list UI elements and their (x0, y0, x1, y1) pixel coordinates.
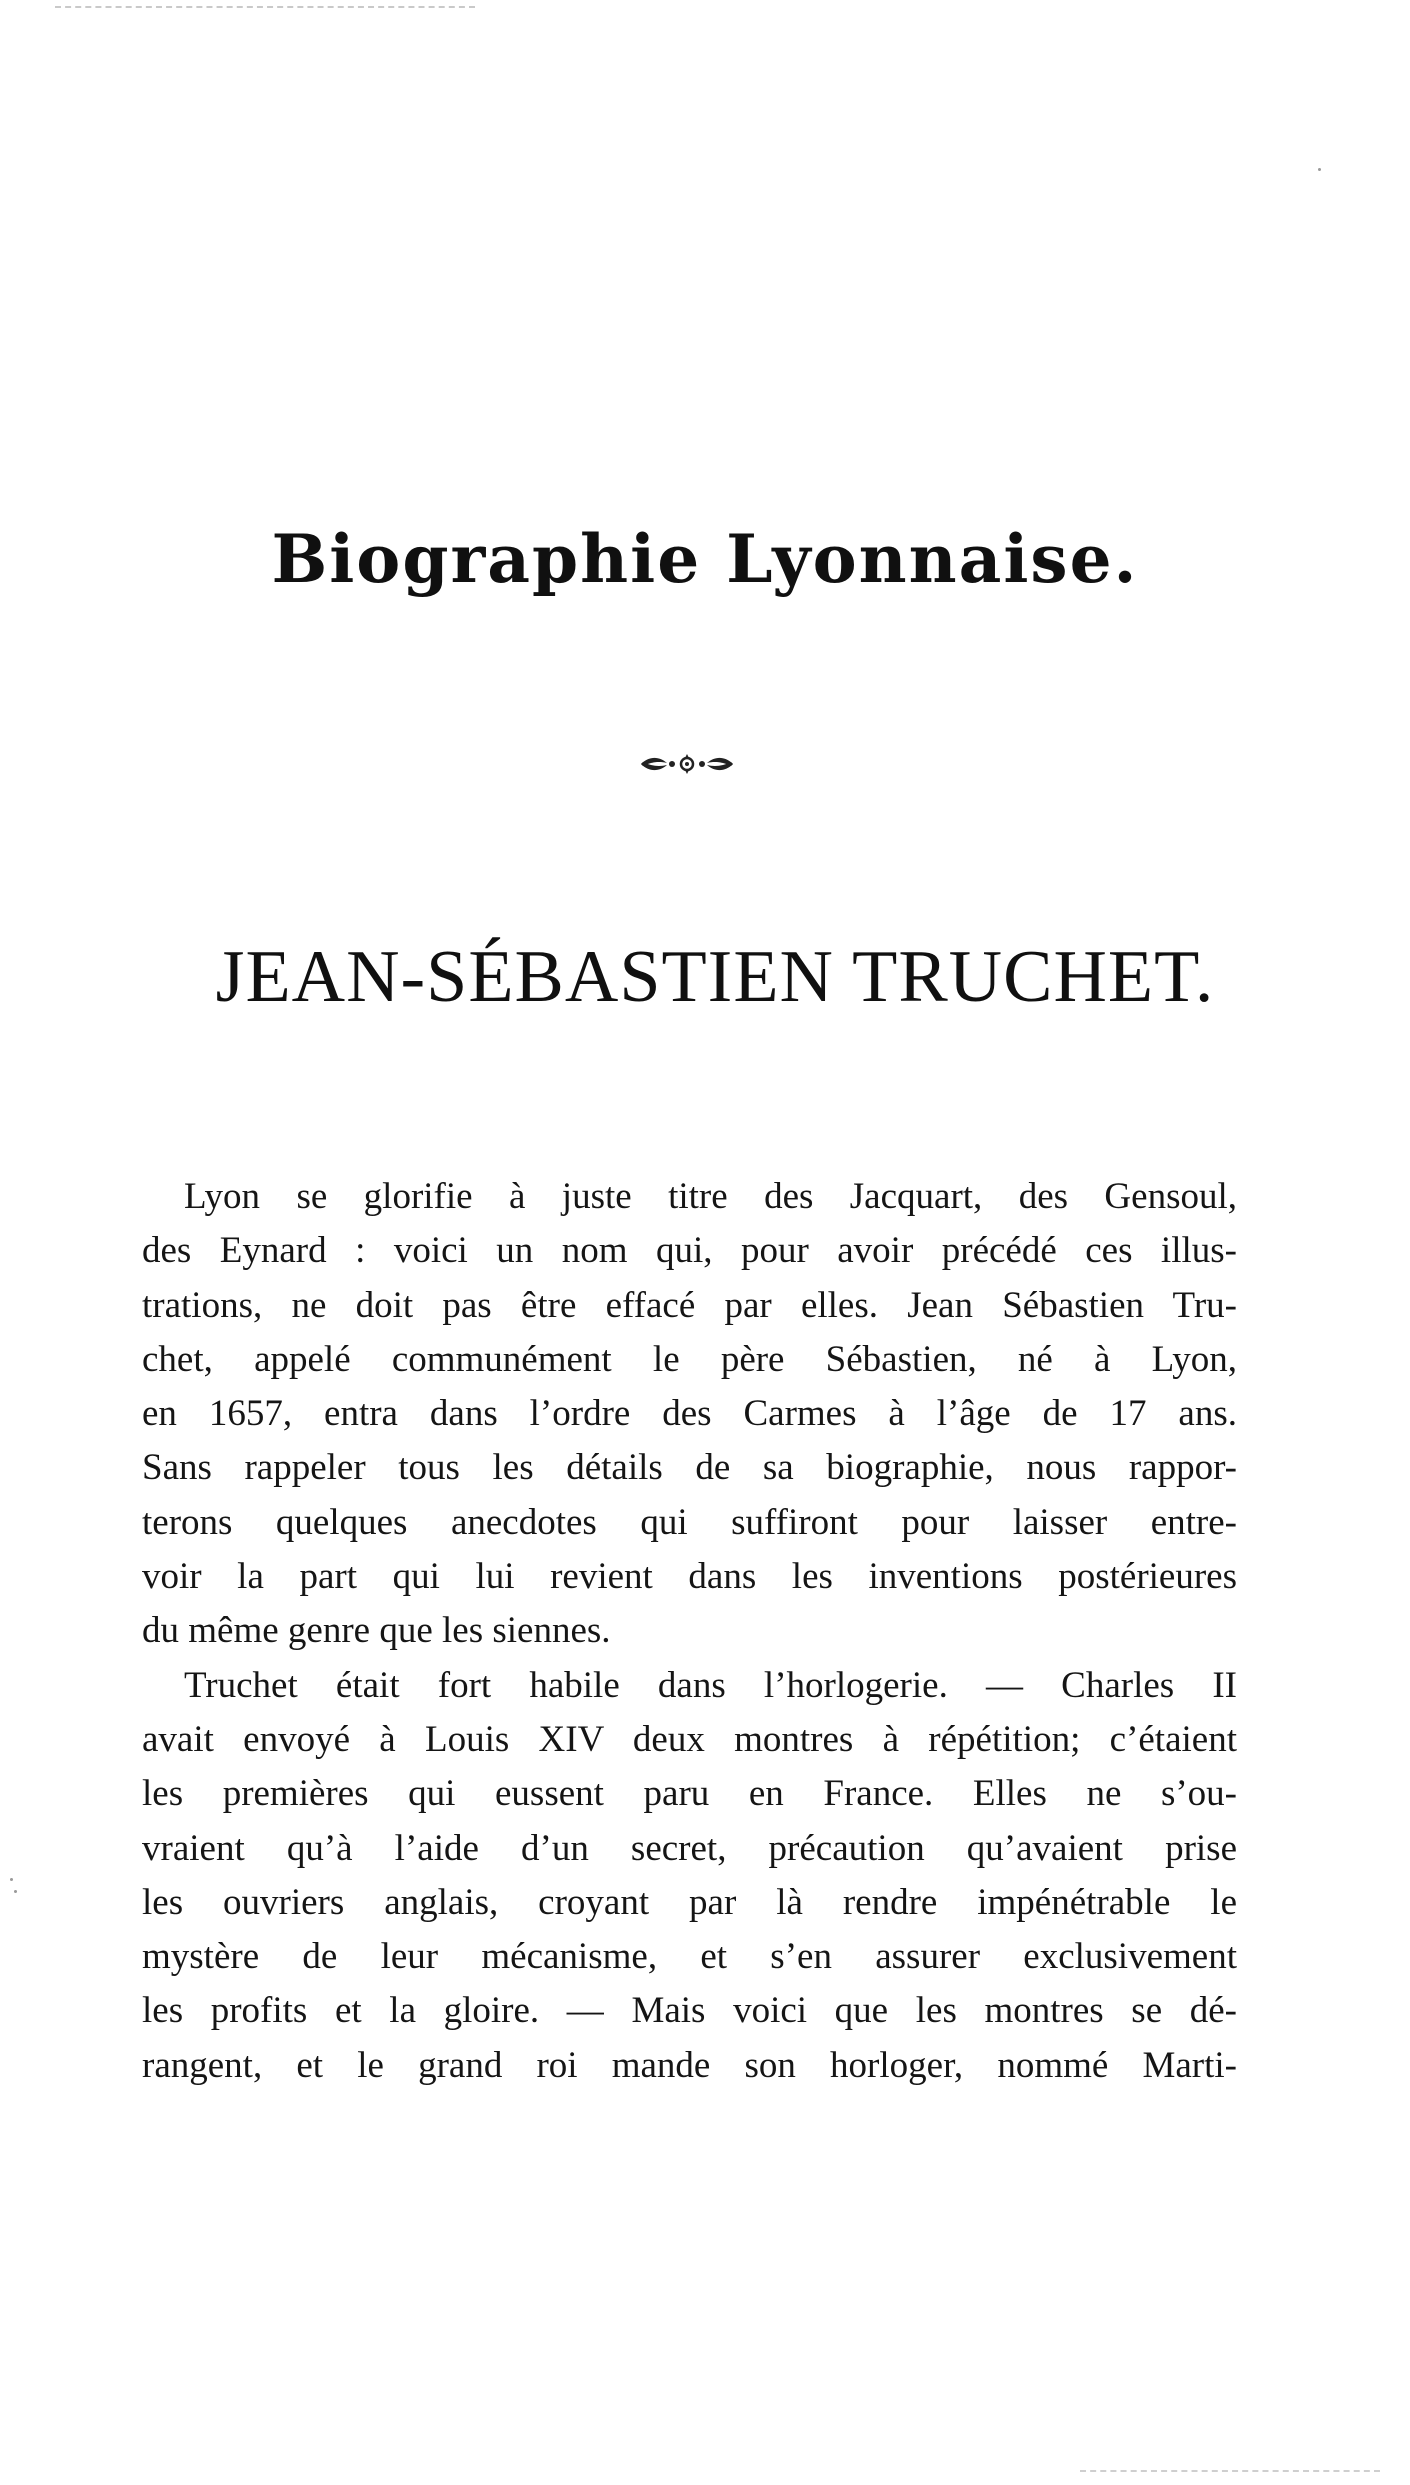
body-text (142, 1170, 1237, 2093)
text-line: en 1657, entra dans l’ordre des Carmes à l’âge de 17 ans. (142, 1393, 1237, 1435)
text-line: trations, ne doit pas être effacé par elles. Jean Sébastien Tru- (142, 1284, 1237, 1326)
text-line: des Eynard : voici un nom qui, pour avoir précédé ces illus- (142, 1230, 1237, 1272)
text-line: Sans rappeler tous les détails de sa biographie, nous rappor- (142, 1447, 1237, 1489)
text-line: voir la part qui lui revient dans les inventions postérieures (142, 1556, 1237, 1598)
text-line: les premières qui eussent paru en France. Elles ne s’ou- (142, 1773, 1237, 1815)
text-line: mystère de leur mécanisme, et s’en assurer exclusivement (142, 1936, 1237, 1978)
text-line: terons quelques anecdotes qui suffiront pour laisser entre- (142, 1501, 1237, 1543)
text-line: avait envoyé à Louis XIV deux montres à répétition; c’étaient (142, 1718, 1237, 1760)
text-line: les profits et la gloire. — Mais voici que les montres se dé- (142, 1990, 1237, 2032)
text-line: rangent, et le grand roi mande son horloger, nommé Marti- (142, 2044, 1237, 2086)
text-line: chet, appelé communément le père Sébastien, né à Lyon, (142, 1338, 1237, 1380)
text-line: Lyon se glorifie à juste titre des Jacquart, des Gensoul, (184, 1176, 1237, 1217)
text-line: Truchet était fort habile dans l’horlogerie. — Charles II (184, 1664, 1237, 1706)
text-line: vraient qu’à l’aide d’un secret, précaution qu’avaient prise (142, 1827, 1237, 1869)
paper-speck (1318, 168, 1321, 171)
scan-edge-mark-top (55, 6, 475, 12)
paper-speck (14, 1890, 17, 1893)
text-line: les ouvriers anglais, croyant par là rendre impénétrable le (142, 1881, 1237, 1923)
scan-edge-mark-bottom (1080, 2470, 1380, 2476)
series-title: Biographie Lyonnaise. (271, 520, 1139, 598)
paper-speck (10, 1878, 13, 1881)
text-line: du même genre que les siennes. (142, 1610, 611, 1652)
fleuron-ornament-icon (637, 752, 737, 776)
article-title: JEAN-SÉBASTIEN TRUCHET. (215, 936, 1215, 1018)
